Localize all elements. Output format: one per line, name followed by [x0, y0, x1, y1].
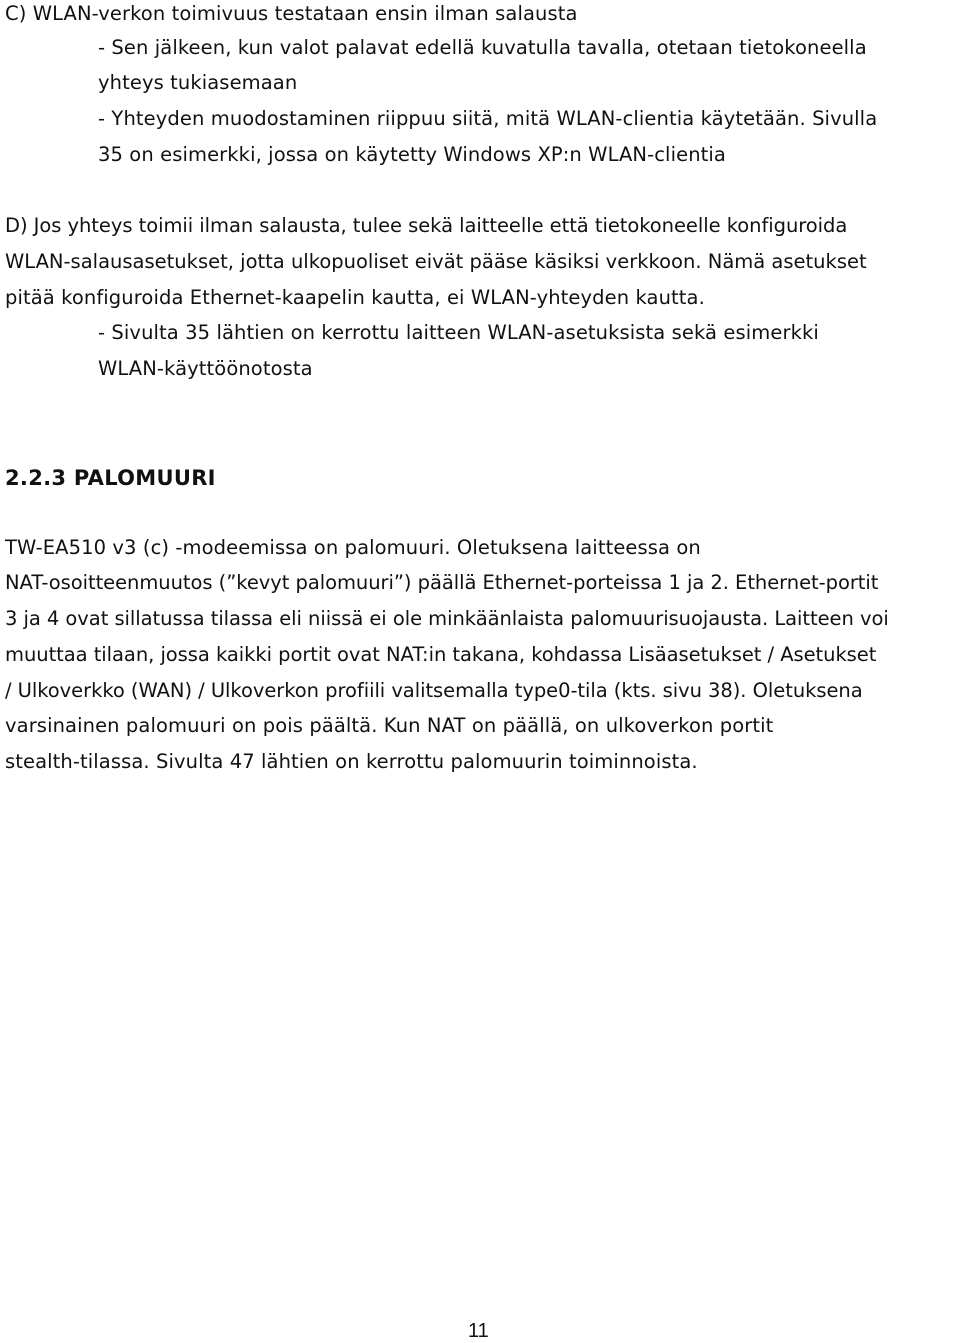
section-heading: 2.2.3 PALOMUURI: [5, 466, 216, 490]
firewall-paragraph-line: NAT-osoitteenmuutos (”kevyt palomuuri”) päällä Ethernet-porteissa 1 ja 2. Ethernet-portit: [5, 571, 879, 594]
section-c-line: - Yhteyden muodostaminen riippuu siitä, mitä WLAN-clientia käytetään. Sivulla: [98, 107, 878, 130]
page-number: 11: [468, 1320, 489, 1342]
firewall-paragraph-line: TW-EA510 v3 (c) -modeemissa on palomuuri. Oletuksena laitteessa on: [5, 536, 701, 559]
section-c-line: 35 on esimerkki, jossa on käytetty Windows XP:n WLAN-clientia: [98, 143, 726, 166]
firewall-paragraph-line: muuttaa tilaan, jossa kaikki portit ovat NAT:in takana, kohdassa Lisäasetukset / Asetukset: [5, 643, 877, 666]
section-d-line: pitää konfiguroida Ethernet-kaapelin kautta, ei WLAN-yhteyden kautta.: [5, 286, 705, 309]
section-c-line: - Sen jälkeen, kun valot palavat edellä kuvatulla tavalla, otetaan tietokoneella: [98, 36, 867, 59]
section-c-line: C) WLAN-verkon toimivuus testataan ensin ilman salausta: [5, 2, 578, 25]
firewall-paragraph-line: / Ulkoverkko (WAN) / Ulkoverkon profiili valitsemalla type0-tila (kts. sivu 38). Oletuksena: [5, 679, 863, 702]
section-d-line: D) Jos yhteys toimii ilman salausta, tulee sekä laitteelle että tietokoneelle konfiguroida: [5, 214, 848, 237]
firewall-paragraph-line: stealth-tilassa. Sivulta 47 lähtien on kerrottu palomuurin toiminnoista.: [5, 750, 698, 773]
firewall-paragraph-line: 3 ja 4 ovat sillatussa tilassa eli niissä ei ole minkäänlaista palomuurisuojausta. Laitteen voi: [5, 607, 889, 630]
section-c-line: yhteys tukiasemaan: [98, 71, 298, 94]
section-d-line: - Sivulta 35 lähtien on kerrottu laitteen WLAN-asetuksista sekä esimerkki: [98, 321, 819, 344]
firewall-paragraph-line: varsinainen palomuuri on pois päältä. Kun NAT on päällä, on ulkoverkon portit: [5, 714, 774, 737]
section-d-line: WLAN-käyttöönotosta: [98, 357, 313, 380]
section-d-line: WLAN-salausasetukset, jotta ulkopuoliset eivät pääse käsiksi verkkoon. Nämä asetukset: [5, 250, 867, 273]
